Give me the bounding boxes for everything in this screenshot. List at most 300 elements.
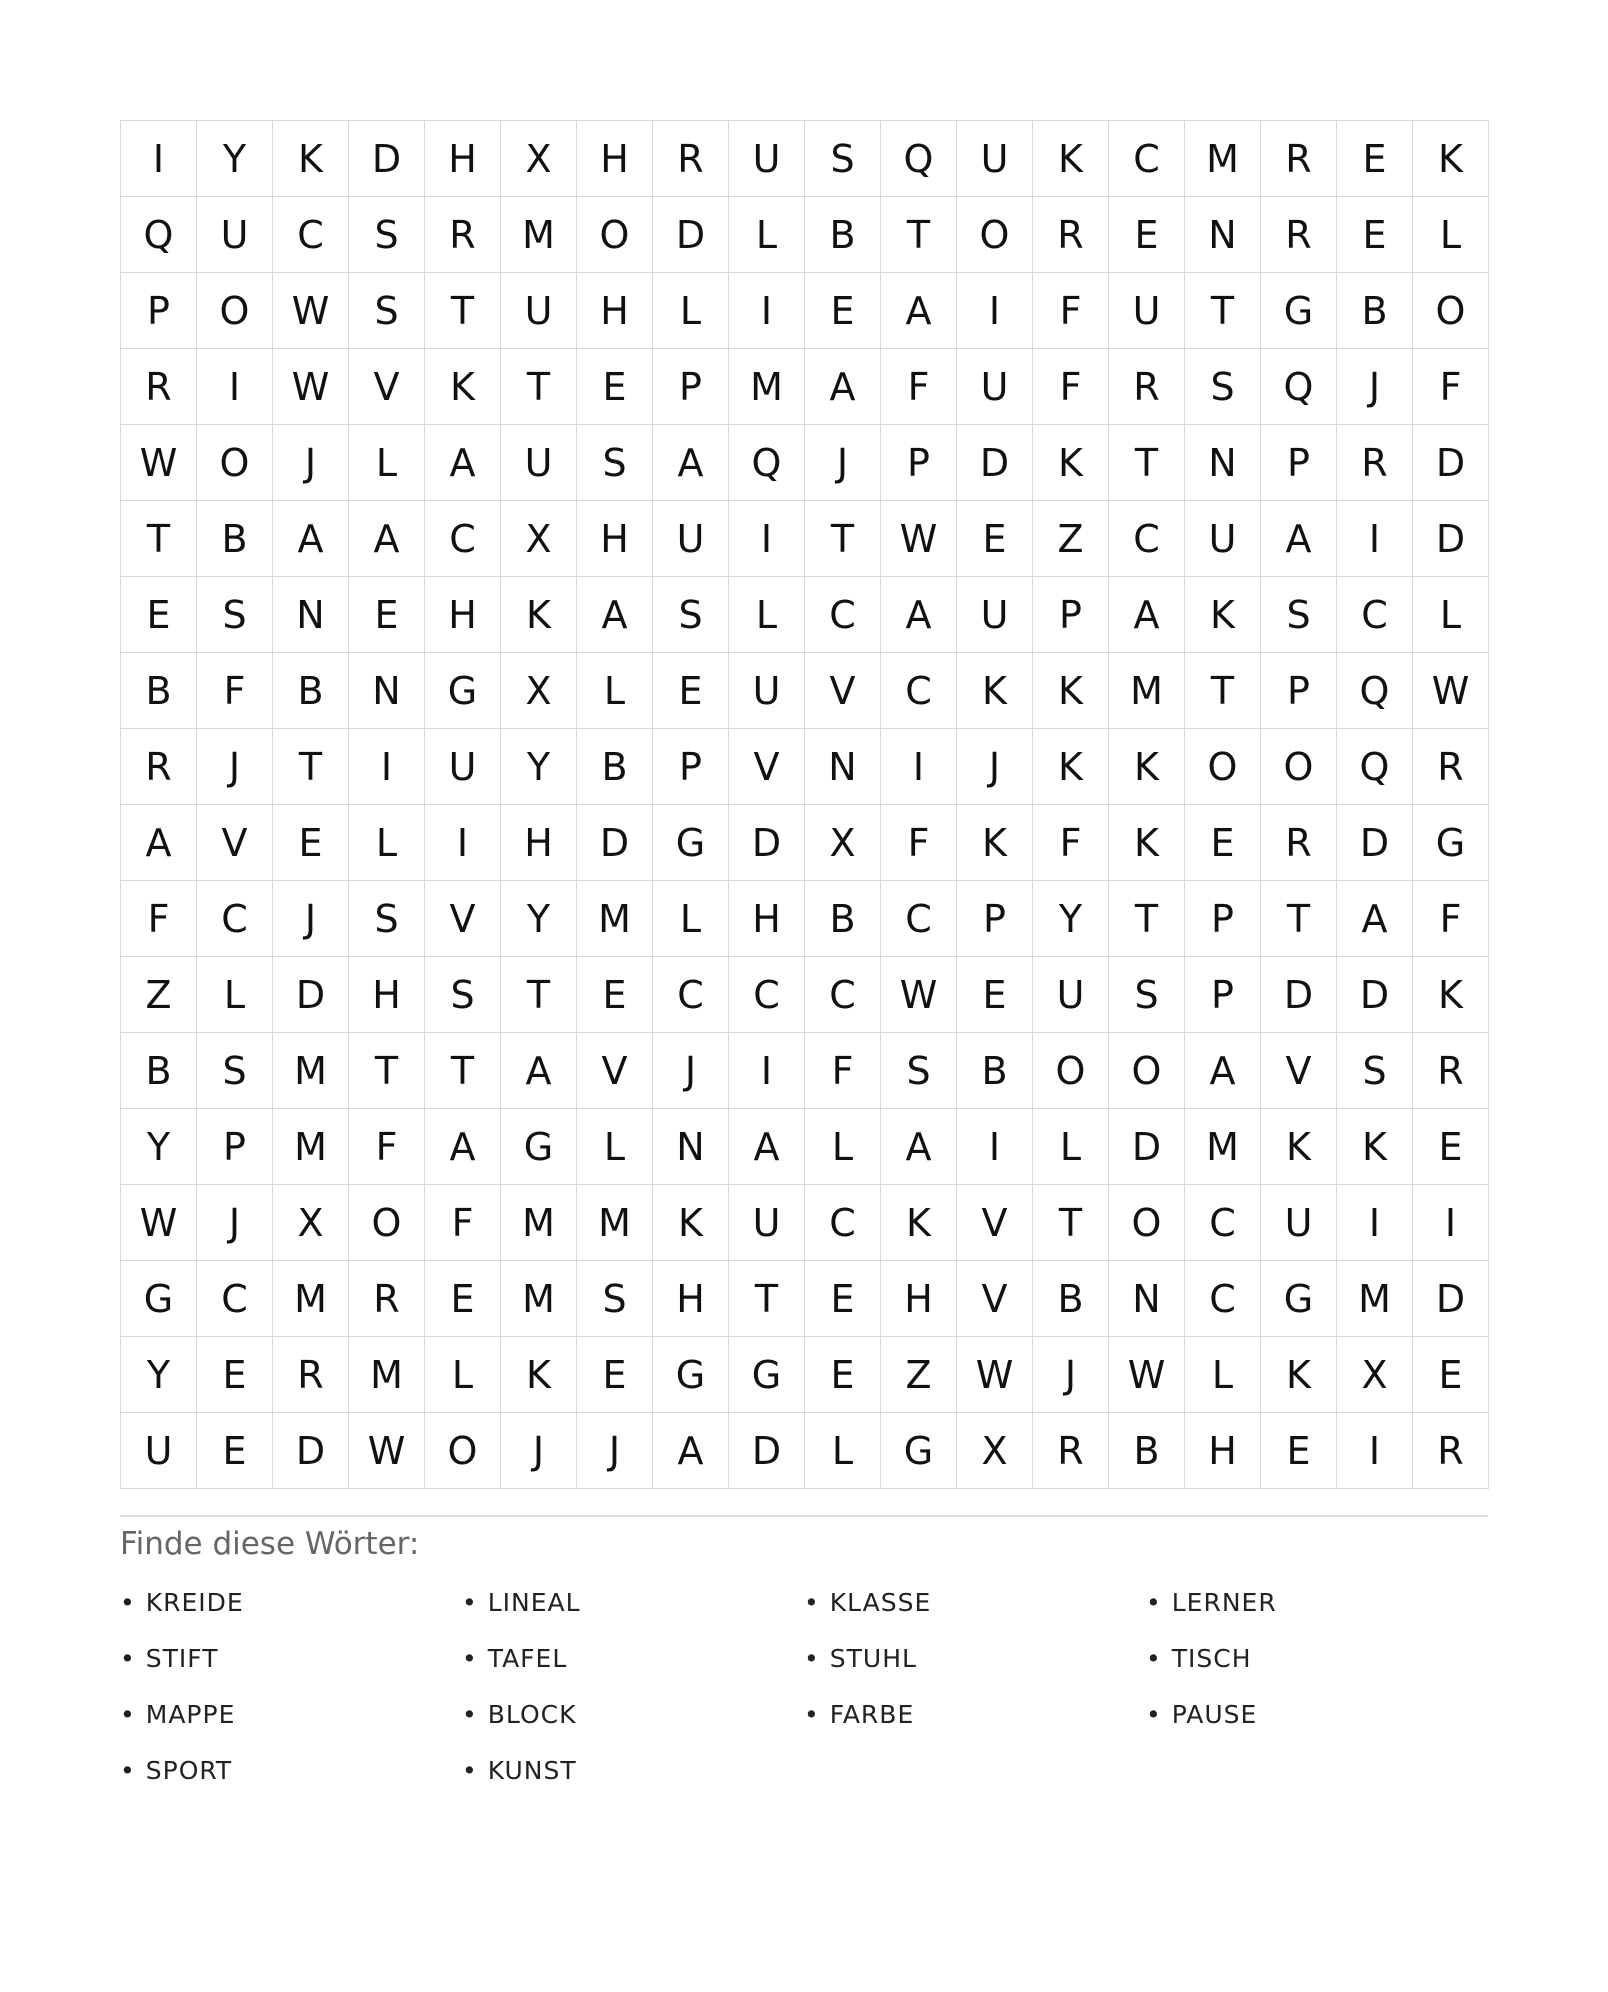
grid-cell[interactable]: J <box>273 425 349 501</box>
grid-cell[interactable]: E <box>1337 121 1413 197</box>
grid-cell[interactable]: U <box>1185 501 1261 577</box>
grid-cell[interactable]: F <box>881 349 957 425</box>
grid-cell[interactable]: S <box>1337 1033 1413 1109</box>
grid-cell[interactable]: K <box>1033 653 1109 729</box>
grid-cell[interactable]: Y <box>121 1337 197 1413</box>
grid-cell[interactable]: D <box>1413 425 1489 501</box>
grid-cell[interactable]: P <box>1261 425 1337 501</box>
grid-cell[interactable]: I <box>425 805 501 881</box>
grid-cell[interactable]: D <box>273 1413 349 1489</box>
grid-cell[interactable]: O <box>957 197 1033 273</box>
grid-cell[interactable]: K <box>273 121 349 197</box>
grid-cell[interactable]: S <box>349 273 425 349</box>
grid-cell[interactable]: I <box>349 729 425 805</box>
grid-cell[interactable]: M <box>577 1185 653 1261</box>
grid-cell[interactable]: W <box>957 1337 1033 1413</box>
grid-cell[interactable]: X <box>501 501 577 577</box>
grid-cell[interactable]: W <box>1413 653 1489 729</box>
grid-cell[interactable]: C <box>805 577 881 653</box>
grid-cell[interactable]: E <box>577 1337 653 1413</box>
grid-cell[interactable]: A <box>1185 1033 1261 1109</box>
grid-cell[interactable]: P <box>1261 653 1337 729</box>
grid-cell[interactable]: E <box>805 1337 881 1413</box>
grid-cell[interactable]: T <box>805 501 881 577</box>
grid-cell[interactable]: Y <box>121 1109 197 1185</box>
grid-cell[interactable]: F <box>881 805 957 881</box>
grid-cell[interactable]: V <box>577 1033 653 1109</box>
grid-cell[interactable]: Y <box>501 729 577 805</box>
grid-cell[interactable]: A <box>349 501 425 577</box>
grid-cell[interactable]: I <box>957 1109 1033 1185</box>
grid-cell[interactable]: A <box>1261 501 1337 577</box>
grid-cell[interactable]: M <box>1337 1261 1413 1337</box>
grid-cell[interactable]: T <box>121 501 197 577</box>
grid-cell[interactable]: M <box>577 881 653 957</box>
grid-cell[interactable]: A <box>881 577 957 653</box>
grid-cell[interactable]: P <box>197 1109 273 1185</box>
grid-cell[interactable]: B <box>121 653 197 729</box>
grid-cell[interactable]: U <box>121 1413 197 1489</box>
grid-cell[interactable]: O <box>1185 729 1261 805</box>
grid-cell[interactable]: I <box>1337 1185 1413 1261</box>
grid-cell[interactable]: I <box>1337 1413 1413 1489</box>
grid-cell[interactable]: A <box>805 349 881 425</box>
grid-cell[interactable]: O <box>1413 273 1489 349</box>
grid-cell[interactable]: L <box>653 881 729 957</box>
grid-cell[interactable]: D <box>273 957 349 1033</box>
grid-cell[interactable]: H <box>577 501 653 577</box>
grid-cell[interactable]: D <box>577 805 653 881</box>
grid-cell[interactable]: O <box>425 1413 501 1489</box>
grid-cell[interactable]: R <box>121 349 197 425</box>
grid-cell[interactable]: F <box>1413 881 1489 957</box>
grid-cell[interactable]: T <box>1261 881 1337 957</box>
grid-cell[interactable]: D <box>957 425 1033 501</box>
grid-cell[interactable]: C <box>1109 121 1185 197</box>
grid-cell[interactable]: U <box>729 653 805 729</box>
grid-cell[interactable]: T <box>1109 425 1185 501</box>
grid-cell[interactable]: H <box>577 273 653 349</box>
grid-cell[interactable]: U <box>729 1185 805 1261</box>
grid-cell[interactable]: H <box>425 577 501 653</box>
grid-cell[interactable]: J <box>197 729 273 805</box>
grid-cell[interactable]: X <box>273 1185 349 1261</box>
grid-cell[interactable]: S <box>1185 349 1261 425</box>
grid-cell[interactable]: H <box>349 957 425 1033</box>
grid-cell[interactable]: S <box>1261 577 1337 653</box>
grid-cell[interactable]: Q <box>1261 349 1337 425</box>
grid-cell[interactable]: C <box>653 957 729 1033</box>
grid-cell[interactable]: D <box>1261 957 1337 1033</box>
grid-cell[interactable]: P <box>957 881 1033 957</box>
grid-cell[interactable]: F <box>425 1185 501 1261</box>
grid-cell[interactable]: I <box>729 501 805 577</box>
grid-cell[interactable]: R <box>1261 197 1337 273</box>
grid-cell[interactable]: R <box>1261 805 1337 881</box>
grid-cell[interactable]: E <box>577 349 653 425</box>
grid-cell[interactable]: K <box>653 1185 729 1261</box>
grid-cell[interactable]: C <box>1185 1261 1261 1337</box>
grid-cell[interactable]: V <box>957 1185 1033 1261</box>
grid-cell[interactable]: I <box>729 273 805 349</box>
grid-cell[interactable]: V <box>197 805 273 881</box>
grid-cell[interactable]: T <box>425 273 501 349</box>
grid-cell[interactable]: K <box>501 577 577 653</box>
grid-cell[interactable]: I <box>1337 501 1413 577</box>
grid-cell[interactable]: E <box>425 1261 501 1337</box>
grid-cell[interactable]: F <box>1033 273 1109 349</box>
grid-cell[interactable]: A <box>1109 577 1185 653</box>
grid-cell[interactable]: C <box>1185 1185 1261 1261</box>
grid-cell[interactable]: A <box>425 1109 501 1185</box>
grid-cell[interactable]: R <box>425 197 501 273</box>
grid-cell[interactable]: B <box>577 729 653 805</box>
grid-cell[interactable]: K <box>501 1337 577 1413</box>
grid-cell[interactable]: W <box>881 501 957 577</box>
grid-cell[interactable]: A <box>121 805 197 881</box>
grid-cell[interactable]: H <box>501 805 577 881</box>
grid-cell[interactable]: I <box>881 729 957 805</box>
grid-cell[interactable]: D <box>653 197 729 273</box>
grid-cell[interactable]: V <box>425 881 501 957</box>
grid-cell[interactable]: L <box>577 653 653 729</box>
grid-cell[interactable]: T <box>425 1033 501 1109</box>
grid-cell[interactable]: G <box>881 1413 957 1489</box>
grid-cell[interactable]: C <box>805 957 881 1033</box>
grid-cell[interactable]: R <box>1337 425 1413 501</box>
grid-cell[interactable]: P <box>653 729 729 805</box>
grid-cell[interactable]: P <box>1185 957 1261 1033</box>
grid-cell[interactable]: S <box>577 1261 653 1337</box>
grid-cell[interactable]: W <box>273 273 349 349</box>
grid-cell[interactable]: E <box>349 577 425 653</box>
grid-cell[interactable]: C <box>425 501 501 577</box>
grid-cell[interactable]: R <box>273 1337 349 1413</box>
grid-cell[interactable]: U <box>653 501 729 577</box>
grid-cell[interactable]: H <box>653 1261 729 1337</box>
grid-cell[interactable]: K <box>1185 577 1261 653</box>
grid-cell[interactable]: D <box>729 805 805 881</box>
grid-cell[interactable]: S <box>197 577 273 653</box>
grid-cell[interactable]: S <box>577 425 653 501</box>
grid-cell[interactable]: R <box>1413 729 1489 805</box>
grid-cell[interactable]: M <box>729 349 805 425</box>
grid-cell[interactable]: W <box>121 425 197 501</box>
grid-cell[interactable]: M <box>501 197 577 273</box>
grid-cell[interactable]: P <box>121 273 197 349</box>
grid-cell[interactable]: I <box>121 121 197 197</box>
grid-cell[interactable]: Y <box>1033 881 1109 957</box>
grid-cell[interactable]: C <box>1337 577 1413 653</box>
grid-cell[interactable]: W <box>273 349 349 425</box>
grid-cell[interactable]: S <box>197 1033 273 1109</box>
grid-cell[interactable]: J <box>653 1033 729 1109</box>
grid-cell[interactable]: T <box>1185 273 1261 349</box>
grid-cell[interactable]: X <box>501 121 577 197</box>
grid-cell[interactable]: B <box>957 1033 1033 1109</box>
grid-cell[interactable]: X <box>805 805 881 881</box>
grid-cell[interactable]: Q <box>121 197 197 273</box>
grid-cell[interactable]: T <box>729 1261 805 1337</box>
grid-cell[interactable]: I <box>197 349 273 425</box>
grid-cell[interactable]: L <box>577 1109 653 1185</box>
grid-cell[interactable]: E <box>577 957 653 1033</box>
grid-cell[interactable]: L <box>653 273 729 349</box>
grid-cell[interactable]: N <box>805 729 881 805</box>
grid-cell[interactable]: C <box>729 957 805 1033</box>
grid-cell[interactable]: P <box>881 425 957 501</box>
grid-cell[interactable]: M <box>273 1033 349 1109</box>
grid-cell[interactable]: L <box>729 577 805 653</box>
grid-cell[interactable]: J <box>957 729 1033 805</box>
grid-cell[interactable]: B <box>273 653 349 729</box>
grid-cell[interactable]: J <box>501 1413 577 1489</box>
grid-cell[interactable]: M <box>1109 653 1185 729</box>
grid-cell[interactable]: R <box>1413 1033 1489 1109</box>
grid-cell[interactable]: E <box>1337 197 1413 273</box>
grid-cell[interactable]: O <box>577 197 653 273</box>
grid-cell[interactable]: J <box>273 881 349 957</box>
grid-cell[interactable]: V <box>729 729 805 805</box>
grid-cell[interactable]: D <box>1109 1109 1185 1185</box>
grid-cell[interactable]: H <box>881 1261 957 1337</box>
grid-cell[interactable]: F <box>349 1109 425 1185</box>
grid-cell[interactable]: U <box>957 349 1033 425</box>
grid-cell[interactable]: E <box>1261 1413 1337 1489</box>
grid-cell[interactable]: S <box>425 957 501 1033</box>
grid-cell[interactable]: K <box>881 1185 957 1261</box>
grid-cell[interactable]: E <box>957 501 1033 577</box>
grid-cell[interactable]: G <box>1261 1261 1337 1337</box>
grid-cell[interactable]: R <box>1109 349 1185 425</box>
grid-cell[interactable]: M <box>273 1261 349 1337</box>
grid-cell[interactable]: T <box>501 957 577 1033</box>
grid-cell[interactable]: N <box>1185 197 1261 273</box>
grid-cell[interactable]: J <box>1033 1337 1109 1413</box>
grid-cell[interactable]: G <box>121 1261 197 1337</box>
grid-cell[interactable]: L <box>425 1337 501 1413</box>
grid-cell[interactable]: G <box>425 653 501 729</box>
grid-cell[interactable]: E <box>805 1261 881 1337</box>
grid-cell[interactable]: P <box>1185 881 1261 957</box>
grid-cell[interactable]: T <box>501 349 577 425</box>
grid-cell[interactable]: R <box>1413 1413 1489 1489</box>
grid-cell[interactable]: Z <box>1033 501 1109 577</box>
grid-cell[interactable]: F <box>1033 349 1109 425</box>
grid-cell[interactable]: J <box>1337 349 1413 425</box>
grid-cell[interactable]: K <box>1109 805 1185 881</box>
grid-cell[interactable]: C <box>805 1185 881 1261</box>
grid-cell[interactable]: K <box>1261 1109 1337 1185</box>
grid-cell[interactable]: C <box>197 1261 273 1337</box>
grid-cell[interactable]: H <box>577 121 653 197</box>
grid-cell[interactable]: K <box>1337 1109 1413 1185</box>
grid-cell[interactable]: E <box>957 957 1033 1033</box>
grid-cell[interactable]: X <box>1337 1337 1413 1413</box>
grid-cell[interactable]: Q <box>1337 729 1413 805</box>
grid-cell[interactable]: S <box>349 881 425 957</box>
grid-cell[interactable]: O <box>349 1185 425 1261</box>
grid-cell[interactable]: D <box>1413 1261 1489 1337</box>
grid-cell[interactable]: Q <box>1337 653 1413 729</box>
grid-cell[interactable]: O <box>1109 1185 1185 1261</box>
grid-cell[interactable]: N <box>1109 1261 1185 1337</box>
grid-cell[interactable]: L <box>805 1109 881 1185</box>
grid-cell[interactable]: E <box>1413 1337 1489 1413</box>
grid-cell[interactable]: B <box>1337 273 1413 349</box>
grid-cell[interactable]: D <box>729 1413 805 1489</box>
grid-cell[interactable]: V <box>805 653 881 729</box>
grid-cell[interactable]: Z <box>121 957 197 1033</box>
grid-cell[interactable]: F <box>1033 805 1109 881</box>
grid-cell[interactable]: X <box>957 1413 1033 1489</box>
grid-cell[interactable]: B <box>121 1033 197 1109</box>
grid-cell[interactable]: C <box>1109 501 1185 577</box>
grid-cell[interactable]: B <box>197 501 273 577</box>
grid-cell[interactable]: L <box>349 425 425 501</box>
grid-cell[interactable]: L <box>729 197 805 273</box>
grid-cell[interactable]: E <box>121 577 197 653</box>
grid-cell[interactable]: H <box>1185 1413 1261 1489</box>
grid-cell[interactable]: K <box>1109 729 1185 805</box>
grid-cell[interactable]: R <box>121 729 197 805</box>
grid-cell[interactable]: U <box>425 729 501 805</box>
grid-cell[interactable]: R <box>349 1261 425 1337</box>
grid-cell[interactable]: Y <box>197 121 273 197</box>
grid-cell[interactable]: P <box>653 349 729 425</box>
grid-cell[interactable]: A <box>729 1109 805 1185</box>
grid-cell[interactable]: T <box>1033 1185 1109 1261</box>
grid-cell[interactable]: U <box>957 121 1033 197</box>
grid-cell[interactable]: A <box>653 1413 729 1489</box>
grid-cell[interactable]: E <box>653 653 729 729</box>
grid-cell[interactable]: O <box>197 273 273 349</box>
grid-cell[interactable]: I <box>1413 1185 1489 1261</box>
grid-cell[interactable]: S <box>881 1033 957 1109</box>
grid-cell[interactable]: F <box>805 1033 881 1109</box>
grid-cell[interactable]: L <box>1413 197 1489 273</box>
grid-cell[interactable]: F <box>121 881 197 957</box>
grid-cell[interactable]: R <box>1033 197 1109 273</box>
grid-cell[interactable]: K <box>957 653 1033 729</box>
grid-cell[interactable]: J <box>805 425 881 501</box>
grid-cell[interactable]: H <box>425 121 501 197</box>
grid-cell[interactable]: L <box>349 805 425 881</box>
grid-cell[interactable]: O <box>1261 729 1337 805</box>
grid-cell[interactable]: D <box>1413 501 1489 577</box>
grid-cell[interactable]: U <box>957 577 1033 653</box>
grid-cell[interactable]: W <box>349 1413 425 1489</box>
grid-cell[interactable]: C <box>273 197 349 273</box>
grid-cell[interactable]: V <box>349 349 425 425</box>
grid-cell[interactable]: Q <box>729 425 805 501</box>
grid-cell[interactable]: K <box>425 349 501 425</box>
grid-cell[interactable]: Z <box>881 1337 957 1413</box>
grid-cell[interactable]: S <box>805 121 881 197</box>
grid-cell[interactable]: E <box>197 1413 273 1489</box>
grid-cell[interactable]: U <box>1109 273 1185 349</box>
grid-cell[interactable]: M <box>1185 1109 1261 1185</box>
grid-cell[interactable]: A <box>273 501 349 577</box>
grid-cell[interactable]: F <box>197 653 273 729</box>
grid-cell[interactable]: E <box>805 273 881 349</box>
grid-cell[interactable]: K <box>1413 121 1489 197</box>
grid-cell[interactable]: L <box>805 1413 881 1489</box>
grid-cell[interactable]: G <box>653 805 729 881</box>
grid-cell[interactable]: A <box>1337 881 1413 957</box>
grid-cell[interactable]: F <box>1413 349 1489 425</box>
grid-cell[interactable]: U <box>501 273 577 349</box>
grid-cell[interactable]: O <box>1109 1033 1185 1109</box>
grid-cell[interactable]: O <box>197 425 273 501</box>
grid-cell[interactable]: G <box>501 1109 577 1185</box>
grid-cell[interactable]: E <box>273 805 349 881</box>
grid-cell[interactable]: U <box>501 425 577 501</box>
grid-cell[interactable]: Q <box>881 121 957 197</box>
grid-cell[interactable]: N <box>1185 425 1261 501</box>
grid-cell[interactable]: L <box>1033 1109 1109 1185</box>
grid-cell[interactable]: L <box>197 957 273 1033</box>
grid-cell[interactable]: U <box>197 197 273 273</box>
grid-cell[interactable]: C <box>881 653 957 729</box>
grid-cell[interactable]: H <box>729 881 805 957</box>
grid-cell[interactable]: G <box>729 1337 805 1413</box>
grid-cell[interactable]: J <box>197 1185 273 1261</box>
grid-cell[interactable]: K <box>1413 957 1489 1033</box>
grid-cell[interactable]: A <box>425 425 501 501</box>
grid-cell[interactable]: W <box>881 957 957 1033</box>
grid-cell[interactable]: K <box>1261 1337 1337 1413</box>
grid-cell[interactable]: B <box>805 197 881 273</box>
grid-cell[interactable]: B <box>1109 1413 1185 1489</box>
grid-cell[interactable]: E <box>1185 805 1261 881</box>
grid-cell[interactable]: W <box>121 1185 197 1261</box>
grid-cell[interactable]: C <box>881 881 957 957</box>
grid-cell[interactable]: N <box>349 653 425 729</box>
grid-cell[interactable]: S <box>349 197 425 273</box>
grid-cell[interactable]: K <box>1033 729 1109 805</box>
grid-cell[interactable]: E <box>1413 1109 1489 1185</box>
grid-cell[interactable]: P <box>1033 577 1109 653</box>
grid-cell[interactable]: D <box>349 121 425 197</box>
grid-cell[interactable]: B <box>805 881 881 957</box>
grid-cell[interactable]: E <box>197 1337 273 1413</box>
grid-cell[interactable]: S <box>653 577 729 653</box>
grid-cell[interactable]: L <box>1413 577 1489 653</box>
grid-cell[interactable]: M <box>501 1185 577 1261</box>
grid-cell[interactable]: W <box>1109 1337 1185 1413</box>
grid-cell[interactable]: M <box>349 1337 425 1413</box>
grid-cell[interactable]: A <box>881 273 957 349</box>
grid-cell[interactable]: K <box>957 805 1033 881</box>
grid-cell[interactable]: T <box>349 1033 425 1109</box>
grid-cell[interactable]: N <box>273 577 349 653</box>
grid-cell[interactable]: K <box>1033 121 1109 197</box>
grid-cell[interactable]: G <box>653 1337 729 1413</box>
grid-cell[interactable]: L <box>1185 1337 1261 1413</box>
grid-cell[interactable]: G <box>1413 805 1489 881</box>
grid-cell[interactable]: R <box>1261 121 1337 197</box>
grid-cell[interactable]: U <box>1261 1185 1337 1261</box>
grid-cell[interactable]: D <box>1337 805 1413 881</box>
grid-cell[interactable]: T <box>273 729 349 805</box>
grid-cell[interactable]: D <box>1337 957 1413 1033</box>
grid-cell[interactable]: Y <box>501 881 577 957</box>
grid-cell[interactable]: C <box>197 881 273 957</box>
grid-cell[interactable]: A <box>577 577 653 653</box>
grid-cell[interactable]: T <box>881 197 957 273</box>
grid-cell[interactable]: A <box>501 1033 577 1109</box>
